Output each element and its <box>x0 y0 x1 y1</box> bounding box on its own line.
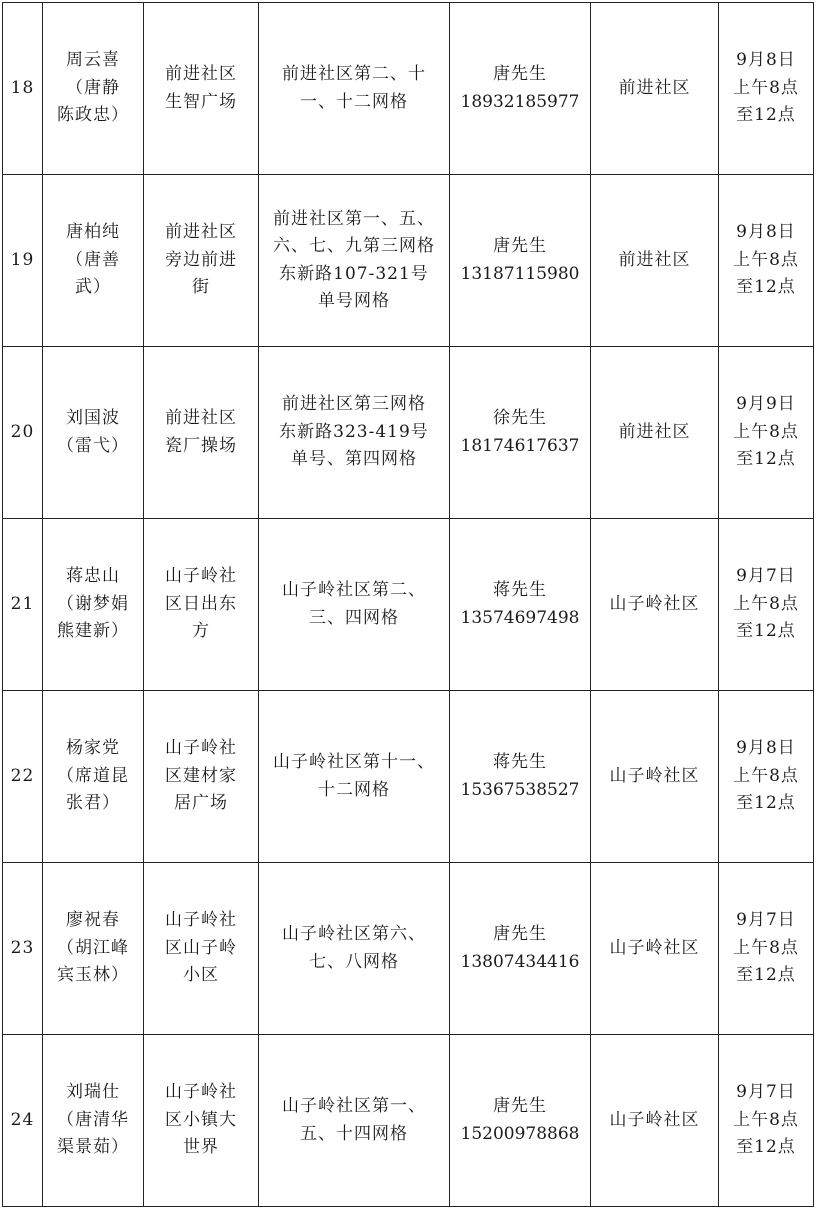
service-site-line: 前进社区 <box>165 408 237 428</box>
service-site-line: 旁边前进 <box>165 249 237 270</box>
contact-name: 唐先生 <box>493 236 547 256</box>
row-number: 21 <box>3 519 43 691</box>
responsible-person <box>43 3 144 175</box>
row-number: 18 <box>3 3 43 175</box>
contact-name: 唐先生 <box>493 1096 547 1116</box>
responsible-person <box>43 1035 144 1207</box>
service-area <box>259 3 450 175</box>
service-area-line: 山子岭社区第六、 <box>282 924 426 944</box>
table-row <box>3 863 814 1035</box>
service-area <box>259 347 450 519</box>
responsible-person-line: 武） <box>75 277 111 298</box>
service-area-line: 三、四网格 <box>309 607 399 628</box>
contact-name: 徐先生 <box>493 408 547 428</box>
service-time-line: 9月8日 <box>736 738 796 759</box>
service-site <box>144 863 259 1035</box>
contact-name: 蒋先生 <box>493 580 547 600</box>
service-area-line: 前进社区第一、五、 <box>273 208 435 229</box>
responsible-person-line: 宾玉林） <box>57 965 129 986</box>
contact-phone: 15367538527 <box>460 779 580 800</box>
responsible-person-line: 熊建新） <box>57 621 129 642</box>
service-site <box>144 691 259 863</box>
responsible-person-line: 陈政忠） <box>57 105 129 126</box>
contact-name: 唐先生 <box>493 64 547 84</box>
service-site-line: 山子岭社 <box>165 566 237 587</box>
service-time-line: 上午8点 <box>733 937 799 958</box>
service-site <box>144 1035 259 1207</box>
table-row <box>3 691 814 863</box>
community-name: 前进社区 <box>591 175 719 347</box>
table-row <box>3 519 814 691</box>
service-area-line: 五、十四网格 <box>300 1123 408 1144</box>
responsible-person-line: （唐清华 <box>57 1109 129 1130</box>
responsible-person <box>43 175 144 347</box>
service-time-line: 上午8点 <box>733 421 799 442</box>
service-time <box>719 3 814 175</box>
service-site <box>144 3 259 175</box>
contact-cell <box>450 863 591 1035</box>
service-site <box>144 347 259 519</box>
service-site-line: 区山子岭 <box>165 937 237 958</box>
contact-phone: 15200978868 <box>460 1123 580 1144</box>
contact-phone: 13187115980 <box>460 263 580 284</box>
service-time-line: 上午8点 <box>733 765 799 786</box>
service-site <box>144 175 259 347</box>
service-time-line: 9月9日 <box>736 394 796 415</box>
service-area-line: 单号、第四网格 <box>291 449 417 470</box>
responsible-person-line: 唐柏纯 <box>66 222 120 243</box>
row-number: 22 <box>3 691 43 863</box>
responsible-person-line: （谢梦娟 <box>57 593 129 614</box>
service-time-line: 至12点 <box>736 621 796 642</box>
service-time-line: 9月7日 <box>736 910 796 931</box>
table-row <box>3 1035 814 1207</box>
row-number: 23 <box>3 863 43 1035</box>
service-site-line: 生智广场 <box>165 91 237 112</box>
service-site-line: 小区 <box>183 965 219 986</box>
service-area-line: 十二网格 <box>318 779 390 800</box>
contact-phone: 18932185977 <box>460 91 580 112</box>
community-name: 山子岭社区 <box>591 1035 719 1207</box>
service-time <box>719 1035 814 1207</box>
service-time-line: 至12点 <box>736 965 796 986</box>
service-time-line: 上午8点 <box>733 1109 799 1130</box>
service-area-line: 东新路323-419号 <box>279 421 429 442</box>
service-site-line: 街 <box>192 277 210 298</box>
schedule-table <box>2 2 814 1207</box>
contact-name: 唐先生 <box>493 924 547 944</box>
service-time <box>719 519 814 691</box>
community-name: 山子岭社区 <box>591 863 719 1035</box>
responsible-person <box>43 519 144 691</box>
service-area-line: 山子岭社区第一、 <box>282 1096 426 1116</box>
table-row <box>3 347 814 519</box>
service-area-line: 山子岭社区第十一、 <box>273 752 435 772</box>
service-time-line: 9月7日 <box>736 1082 796 1103</box>
contact-cell <box>450 1035 591 1207</box>
service-site-line: 前进社区 <box>165 64 237 84</box>
service-site-line: 山子岭社 <box>165 910 237 931</box>
service-area-line: 前进社区第二、十 <box>282 64 426 84</box>
row-number: 20 <box>3 347 43 519</box>
service-area-line: 东新路107-321号 <box>279 263 429 284</box>
responsible-person-line: （唐善 <box>66 249 120 270</box>
responsible-person-line: 张君） <box>66 793 120 814</box>
service-area-line: 六、七、九第三网格 <box>273 236 435 256</box>
service-time-line: 9月8日 <box>736 50 796 71</box>
community-name: 山子岭社区 <box>591 519 719 691</box>
service-site-line: 区日出东 <box>165 593 237 614</box>
service-time-line: 至12点 <box>736 793 796 814</box>
contact-cell <box>450 691 591 863</box>
service-area-line: 一、十二网格 <box>300 91 408 112</box>
service-area <box>259 175 450 347</box>
service-time-line: 至12点 <box>736 1137 796 1158</box>
service-site-line: 区小镇大 <box>165 1109 237 1130</box>
responsible-person-line: 渠景茹） <box>57 1137 129 1158</box>
service-time-line: 9月7日 <box>736 566 796 587</box>
service-time <box>719 691 814 863</box>
service-area <box>259 863 450 1035</box>
service-time-line: 上午8点 <box>733 77 799 98</box>
contact-cell <box>450 519 591 691</box>
contact-name: 蒋先生 <box>493 752 547 772</box>
responsible-person-line: （席道昆 <box>57 765 129 786</box>
service-area <box>259 691 450 863</box>
responsible-person-line: 廖祝春 <box>66 910 120 931</box>
service-site-line: 山子岭社 <box>165 738 237 759</box>
table-row <box>3 175 814 347</box>
contact-cell <box>450 3 591 175</box>
responsible-person <box>43 691 144 863</box>
service-site-line: 前进社区 <box>165 222 237 243</box>
responsible-person <box>43 863 144 1035</box>
service-area-line: 单号网格 <box>318 291 390 311</box>
responsible-person-line: 杨家党 <box>66 738 120 759</box>
service-site-line: 方 <box>192 621 210 642</box>
service-site-line: 世界 <box>183 1137 219 1158</box>
service-time-line: 上午8点 <box>733 249 799 270</box>
service-time-line: 上午8点 <box>733 593 799 614</box>
community-name: 前进社区 <box>591 347 719 519</box>
responsible-person-line: 蒋忠山 <box>66 566 120 587</box>
responsible-person-line: （胡江峰 <box>57 937 129 958</box>
service-area <box>259 1035 450 1207</box>
contact-cell <box>450 175 591 347</box>
community-name: 山子岭社区 <box>591 691 719 863</box>
contact-phone: 13574697498 <box>460 607 580 628</box>
row-number: 19 <box>3 175 43 347</box>
service-site <box>144 519 259 691</box>
service-site-line: 瓷厂操场 <box>165 435 237 456</box>
service-area-line: 山子岭社区第二、 <box>282 580 426 600</box>
service-area-line: 七、八网格 <box>309 951 399 972</box>
row-number: 24 <box>3 1035 43 1207</box>
responsible-person-line: 周云喜 <box>66 50 120 71</box>
contact-phone: 13807434416 <box>460 951 580 972</box>
table-row <box>3 3 814 175</box>
service-time-line: 至12点 <box>736 277 796 298</box>
service-time <box>719 347 814 519</box>
responsible-person-line: （雷弋） <box>57 435 129 456</box>
service-time-line: 至12点 <box>736 105 796 126</box>
responsible-person-line: （唐静 <box>66 77 120 98</box>
contact-cell <box>450 347 591 519</box>
service-area-line: 前进社区第三网格 <box>282 394 426 415</box>
service-time <box>719 863 814 1035</box>
service-site-line: 区建材家 <box>165 765 237 786</box>
table-body <box>3 3 814 1207</box>
service-area <box>259 519 450 691</box>
service-time-line: 至12点 <box>736 449 796 470</box>
responsible-person-line: 刘国波 <box>66 408 120 428</box>
service-time <box>719 175 814 347</box>
service-site-line: 居广场 <box>174 793 228 814</box>
responsible-person <box>43 347 144 519</box>
service-time-line: 9月8日 <box>736 222 796 243</box>
responsible-person-line: 刘瑞仕 <box>66 1082 120 1103</box>
community-name: 前进社区 <box>591 3 719 175</box>
contact-phone: 18174617637 <box>460 435 580 456</box>
service-site-line: 山子岭社 <box>165 1082 237 1103</box>
